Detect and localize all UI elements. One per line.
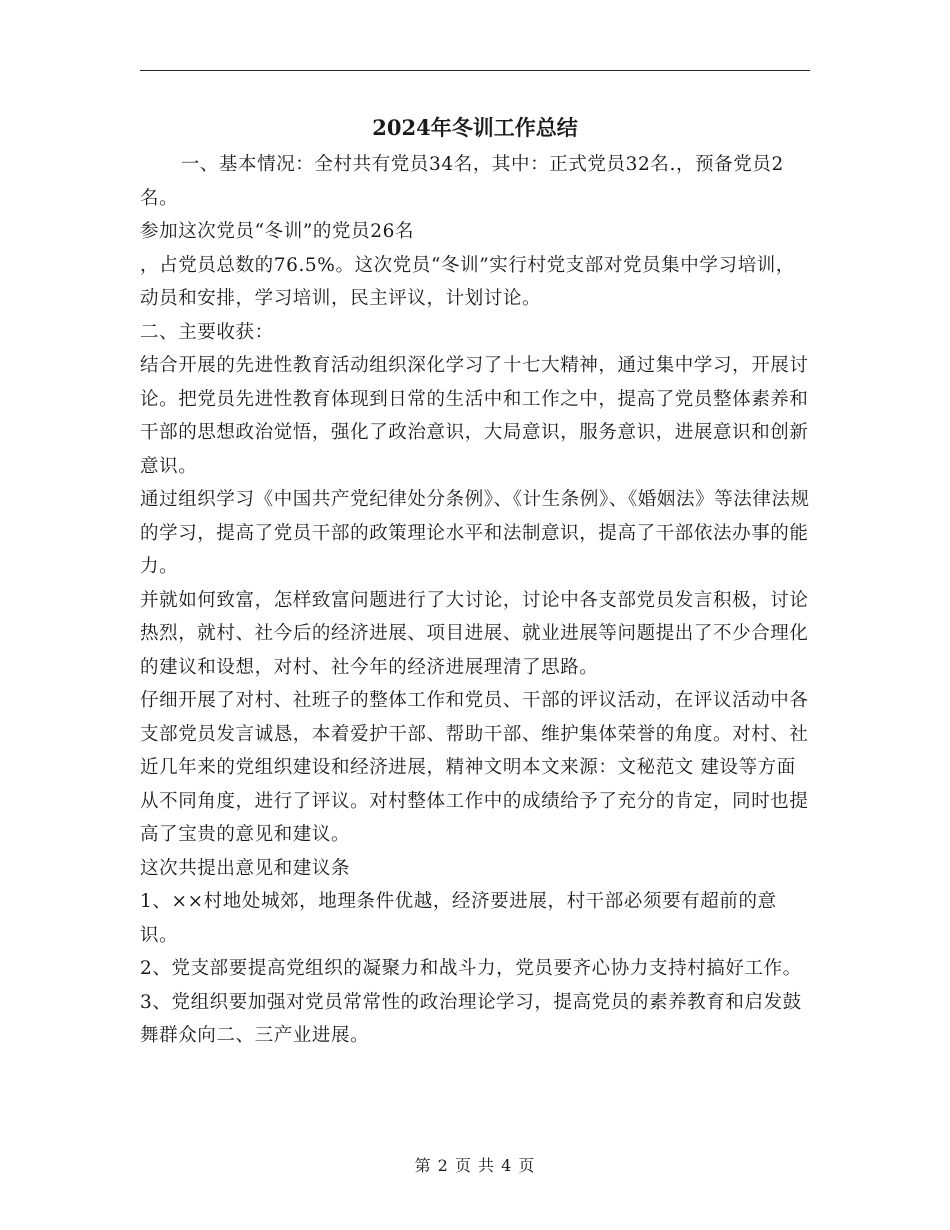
document-title: 2024年冬训工作总结 <box>372 115 578 140</box>
section-heading-main-gains: 二、主要收获： <box>140 321 274 343</box>
paragraph-evaluation: 仔细开展了对村、社班子的整体工作和党员、干部的评议活动，在评议活动中各支部党员发言诚恳，本着爱护干部、帮助干部、维护集体荣誉的角度。对村、社近几年来的党组织建设和经济进展，精神文明本文来源：文秘范文 建设等方面从不同角度，进行了评议。对村整体工作中的成绩给予了充分的肯定，同时也提高了宝贵的意见和建议。 <box>140 690 809 845</box>
paragraph-participants: 参加这次党员“冬训”的党员26名 <box>140 221 415 242</box>
list-item-suggestion-1: 1、××村地处城郊，地理条件优越，经济要进展，村干部必须要有超前的意识。 <box>140 891 777 946</box>
document-body <box>140 148 810 1053</box>
paragraph-suggestions-intro: 这次共提出意见和建议条 <box>140 857 351 879</box>
paragraph-advanced-education: 结合开展的先进性教育活动组织深化学习了十七大精神，通过集中学习，开展讨论。把党员先进性教育体现到日常的生活中和工作之中，提高了党员整体素养和干部的思想政治觉悟，强化了政治意识，大局意识，服务意识，进展意识和创新意识。 <box>140 355 809 477</box>
list-item-suggestion-2: 2、党支部要提高党组织的凝聚力和战斗力，党员要齐心协力支持村搞好工作。 <box>140 958 802 979</box>
paragraph-prosperity-discussion: 并就如何致富，怎样致富问题进行了大讨论，讨论中各支部党员发言积极，讨论热烈，就村、社今后的经济进展、项目进展、就业进展等问题提出了不少合理化的建议和设想，对村、社今年的经济进展理清了思路。 <box>140 589 809 678</box>
paragraph-participation-rate: ，占党员总数的76.5%。这次党员“冬训”实行村党支部对党员集中学习培训，动员和安排，学习培训，民主评议，计划讨论。 <box>140 254 795 309</box>
paragraph-basic-situation: 一、基本情况：全村共有党员34名，其中：正式党员32名.，预备党员2名。 <box>140 154 784 209</box>
header-rule <box>140 70 810 71</box>
paragraph-law-study: 通过组织学习《中国共产党纪律处分条例》、《计生条例》、《婚姻法》等法律法规的学习，提高了党员干部的政策理论水平和法制意识，提高了干部依法办事的能力。 <box>140 489 810 577</box>
list-item-suggestion-3: 3、党组织要加强对党员常常性的政治理论学习，提高党员的素养教育和启发鼓舞群众向二、三产业进展。 <box>140 991 802 1046</box>
page-number: 第 2 页 共 4 页 <box>414 1156 536 1175</box>
